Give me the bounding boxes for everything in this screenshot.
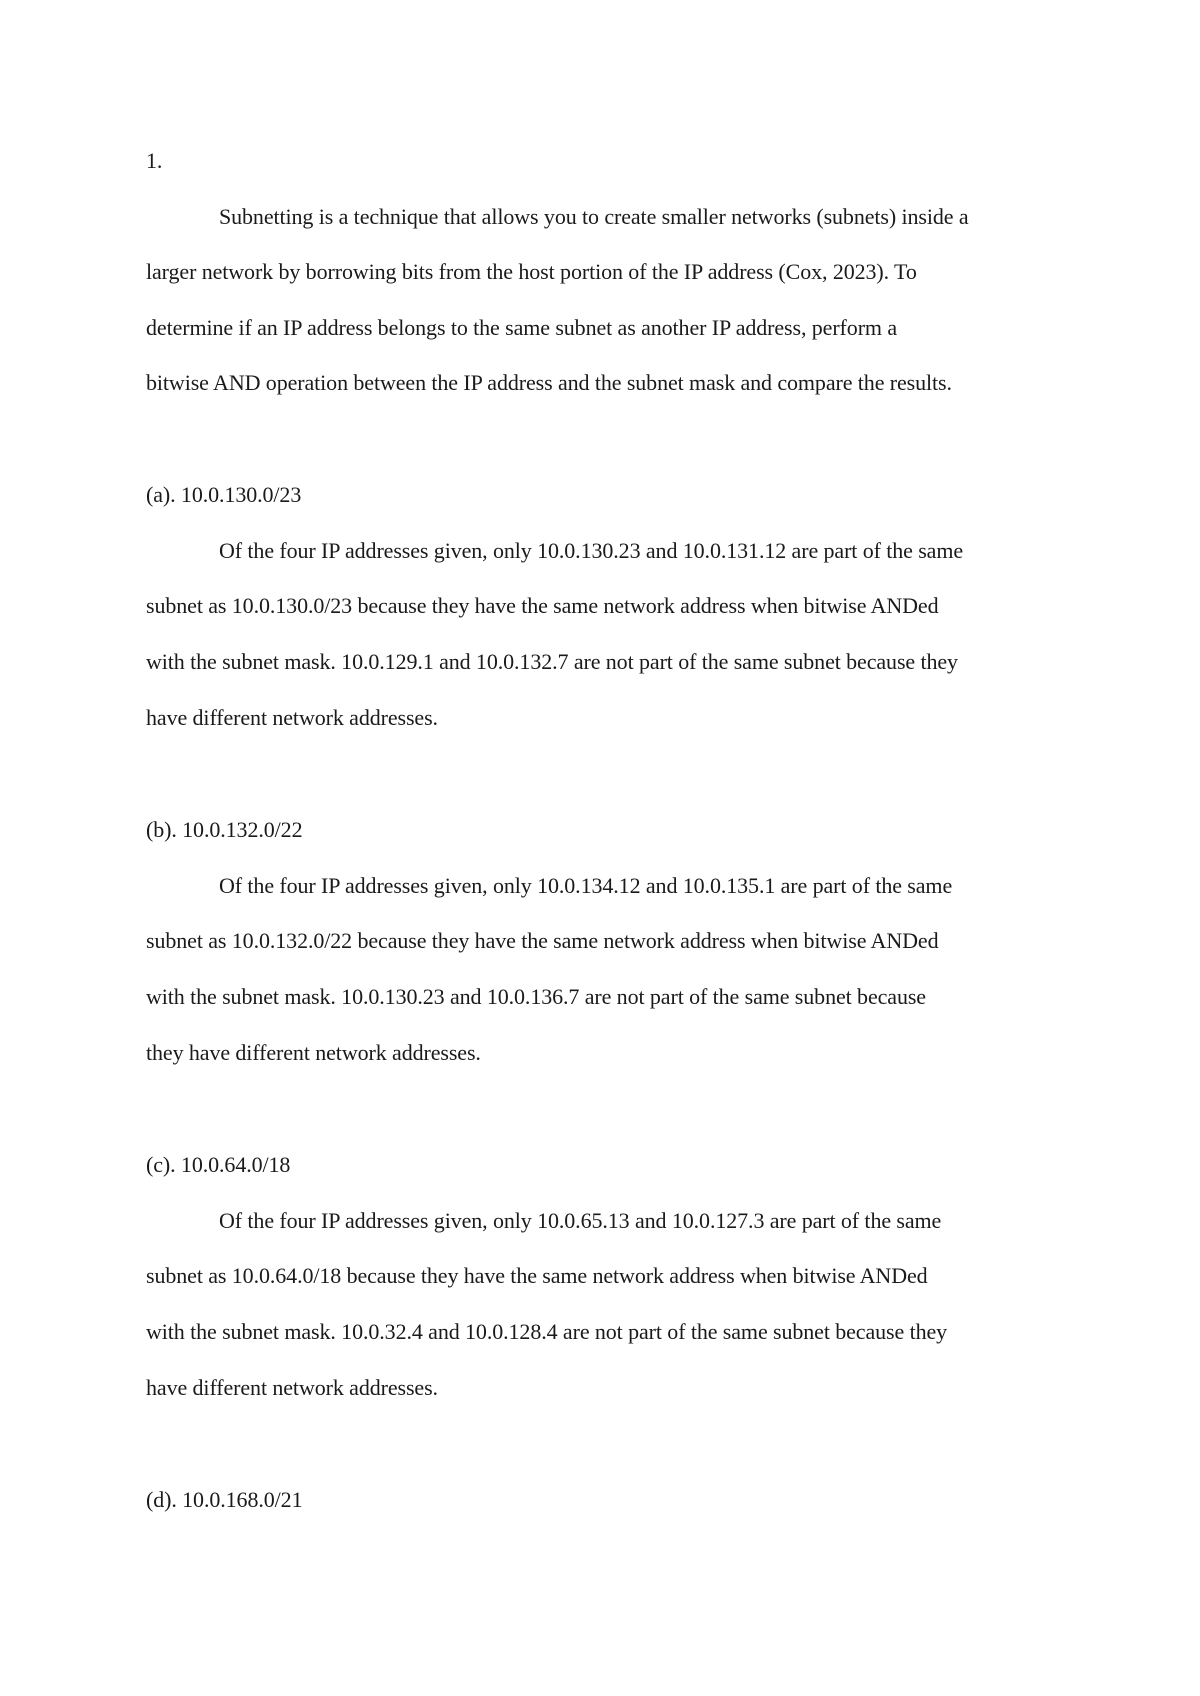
question-number: 1.	[146, 148, 163, 173]
section-a-line: with the subnet mask. 10.0.129.1 and 10.0.132.7 are not part of the same subnet because they	[146, 649, 958, 674]
section-heading-c: (c). 10.0.64.0/18	[146, 1152, 291, 1177]
section-b-line: they have different network addresses.	[146, 1040, 481, 1065]
section-c-line: with the subnet mask. 10.0.32.4 and 10.0.128.4 are not part of the same subnet because they	[146, 1319, 948, 1344]
section-b-line: Of the four IP addresses given, only 10.0.134.12 and 10.0.135.1 are part of the same	[219, 873, 953, 898]
section-a-line: Of the four IP addresses given, only 10.0.130.23 and 10.0.131.12 are part of the same	[219, 538, 964, 563]
section-c-line: subnet as 10.0.64.0/18 because they have the same network address when bitwise ANDed	[146, 1263, 928, 1288]
section-a-line: subnet as 10.0.130.0/23 because they have the same network address when bitwise ANDed	[146, 593, 939, 618]
section-c-line: have different network addresses.	[146, 1375, 438, 1400]
section-heading-a: (a). 10.0.130.0/23	[146, 482, 302, 507]
intro-line: Subnetting is a technique that allows you to create smaller networks (subnets) inside a	[219, 204, 969, 229]
intro-line: larger network by borrowing bits from the host portion of the IP address (Cox, 2023). To	[146, 259, 917, 284]
section-heading-b: (b). 10.0.132.0/22	[146, 817, 303, 842]
section-c-line: Of the four IP addresses given, only 10.0.65.13 and 10.0.127.3 are part of the same	[219, 1208, 942, 1233]
section-a-line: have different network addresses.	[146, 705, 438, 730]
section-heading-d: (d). 10.0.168.0/21	[146, 1487, 303, 1512]
section-b-line: with the subnet mask. 10.0.130.23 and 10.0.136.7 are not part of the same subnet because	[146, 984, 926, 1009]
intro-line: bitwise AND operation between the IP address and the subnet mask and compare the results.	[146, 370, 952, 395]
section-b-line: subnet as 10.0.132.0/22 because they have the same network address when bitwise ANDed	[146, 928, 939, 953]
intro-line: determine if an IP address belongs to the same subnet as another IP address, perform a	[146, 315, 897, 340]
